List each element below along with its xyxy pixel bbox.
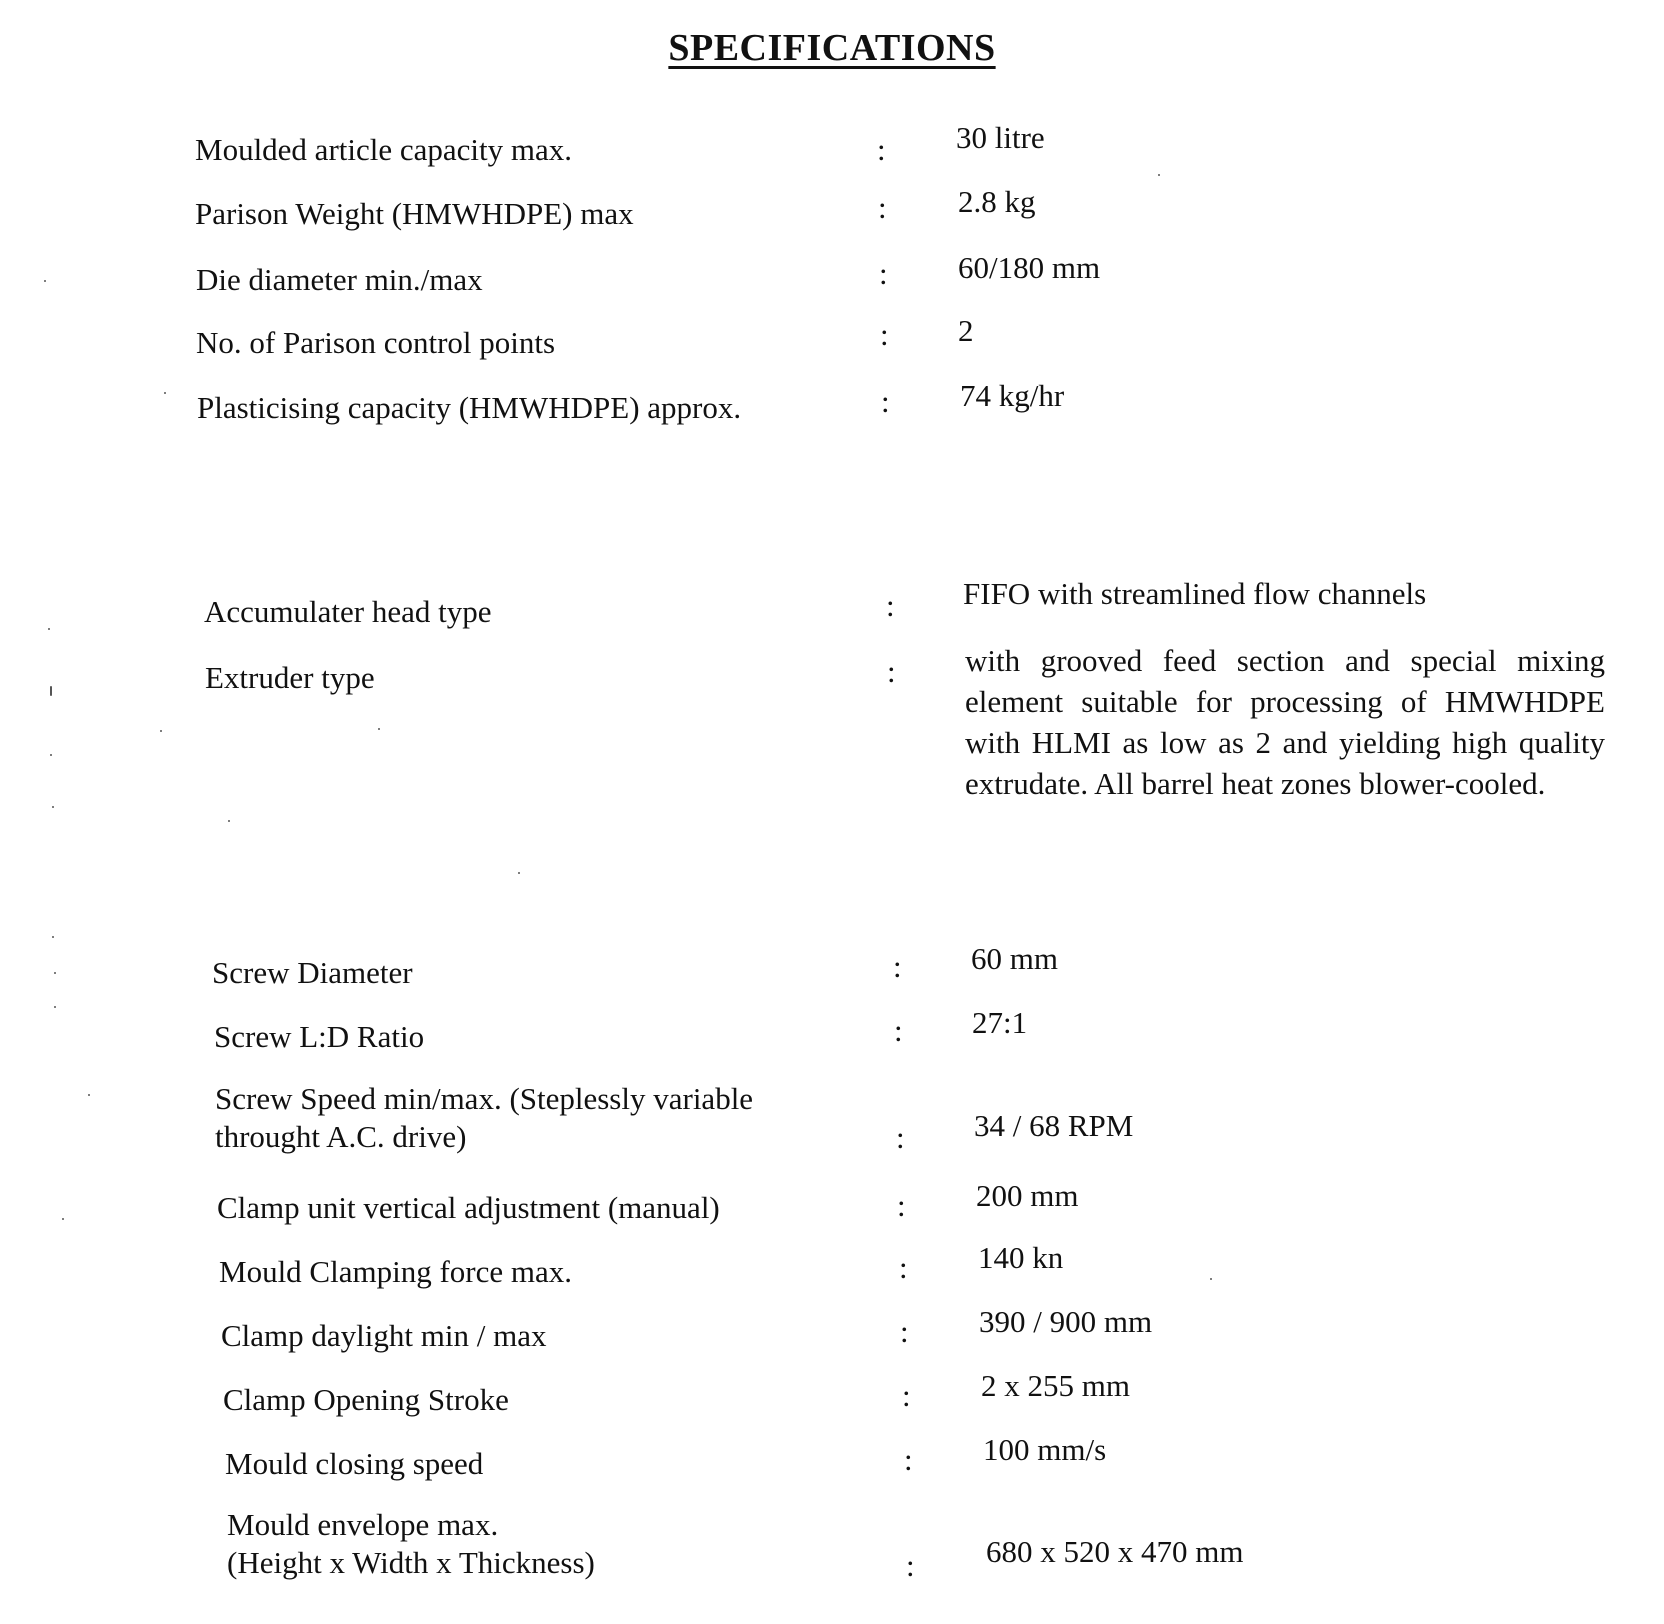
spec-value: 2.8 kg xyxy=(958,184,1036,219)
spec-value: 2 xyxy=(958,313,974,348)
spec-separator: : xyxy=(904,1442,913,1477)
spec-value: 200 mm xyxy=(976,1178,1079,1213)
spec-label-line: Screw Speed min/max. (Steplessly variable xyxy=(215,1081,754,1116)
spec-separator: : xyxy=(897,1188,906,1223)
spec-value: 140 kn xyxy=(978,1240,1064,1275)
spec-label: Clamp unit vertical adjustment (manual) xyxy=(217,1190,720,1225)
spec-value: 60 mm xyxy=(971,941,1058,976)
spec-separator: : xyxy=(900,1314,909,1349)
spec-value: 680 x 520 x 470 mm xyxy=(986,1534,1244,1569)
scan-speck xyxy=(48,628,50,630)
spec-value: 100 mm/s xyxy=(983,1432,1107,1467)
scan-speck xyxy=(164,392,166,394)
scan-speck xyxy=(52,806,54,808)
spec-separator: : xyxy=(878,190,887,225)
spec-value: 390 / 900 mm xyxy=(979,1304,1153,1339)
spec-separator: : xyxy=(877,132,886,167)
scan-speck xyxy=(228,820,230,822)
spec-separator: : xyxy=(902,1378,911,1413)
scan-speck xyxy=(1158,174,1160,176)
scan-speck xyxy=(52,936,54,938)
spec-label xyxy=(215,1080,753,1156)
scan-speck xyxy=(88,1094,90,1096)
spec-separator: : xyxy=(881,384,890,419)
spec-separator: : xyxy=(899,1250,908,1285)
spec-value: FIFO with streamlined flow channels xyxy=(963,576,1427,611)
scan-speck xyxy=(62,1218,64,1220)
scan-speck xyxy=(50,686,52,696)
scan-speck xyxy=(160,730,162,732)
spec-label: Screw L:D Ratio xyxy=(214,1019,425,1054)
spec-separator: : xyxy=(886,588,895,623)
spec-label: Mould Clamping force max. xyxy=(219,1254,572,1289)
spec-separator: : xyxy=(879,256,888,291)
scan-speck xyxy=(44,280,46,282)
scan-speck xyxy=(378,728,380,730)
spec-value-paragraph: with grooved feed section and special mixing element suitable for processing of HMWHDPE with HLMI as low as 2 and yielding high quality extrudate. All barrel heat zones blower-cooled. xyxy=(965,643,1605,801)
spec-label: Accumulater head type xyxy=(204,594,492,629)
spec-separator: : xyxy=(906,1548,915,1583)
spec-value: 34 / 68 RPM xyxy=(974,1108,1134,1143)
spec-separator: : xyxy=(887,654,896,689)
scan-speck xyxy=(54,972,56,974)
spec-value: 2 x 255 mm xyxy=(981,1368,1130,1403)
spec-value: 30 litre xyxy=(956,120,1045,155)
spec-label: Extruder type xyxy=(205,660,375,695)
spec-label: Moulded article capacity max. xyxy=(195,132,573,167)
scan-speck xyxy=(518,872,520,874)
spec-label: No. of Parison control points xyxy=(196,325,556,360)
spec-label: Parison Weight (HMWHDPE) max xyxy=(195,196,634,231)
spec-label xyxy=(227,1506,595,1582)
spec-value: 27:1 xyxy=(972,1005,1028,1040)
spec-value: 74 kg/hr xyxy=(960,378,1065,413)
spec-label: Mould closing speed xyxy=(225,1446,484,1481)
spec-label-line: (Height x Width x Thickness) xyxy=(227,1545,595,1580)
spec-label: Plasticising capacity (HMWHDPE) approx. xyxy=(197,390,742,425)
spec-label: Screw Diameter xyxy=(212,955,413,990)
spec-separator: : xyxy=(893,949,902,984)
spec-separator: : xyxy=(894,1013,903,1048)
scan-speck xyxy=(1210,1278,1212,1280)
spec-label: Clamp Opening Stroke xyxy=(223,1382,509,1417)
spec-label: Die diameter min./max xyxy=(196,262,483,297)
spec-value: 60/180 mm xyxy=(958,250,1101,285)
scan-speck xyxy=(50,754,52,756)
spec-separator: : xyxy=(880,317,889,352)
spec-separator: : xyxy=(896,1120,905,1155)
spec-label: Clamp daylight min / max xyxy=(221,1318,547,1353)
spec-label-line: Mould envelope max. xyxy=(227,1507,499,1542)
spec-label-line: throught A.C. drive) xyxy=(215,1119,467,1154)
scan-speck xyxy=(54,1006,56,1008)
page-title: SPECIFICATIONS xyxy=(668,27,996,69)
